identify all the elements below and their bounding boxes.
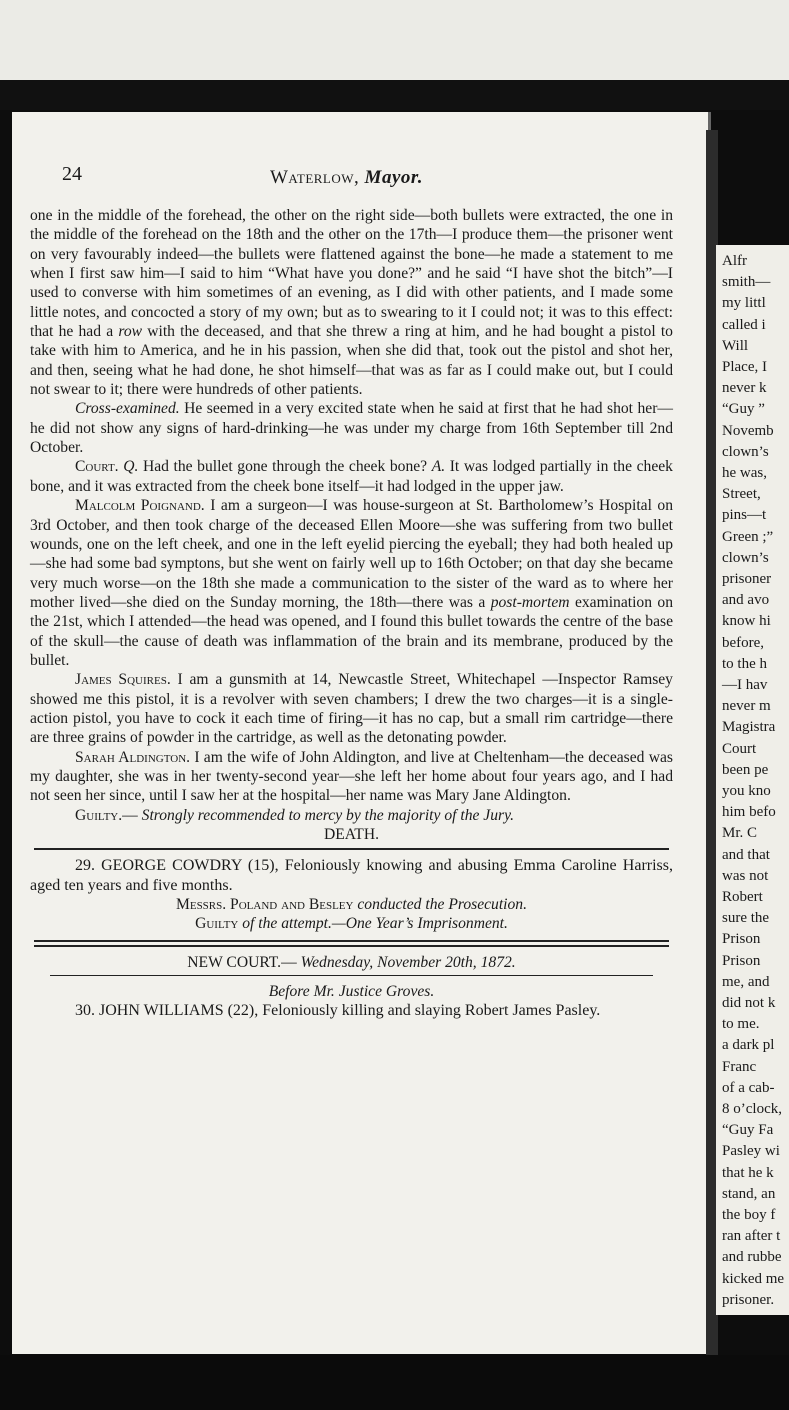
court-heading-rule [50,975,653,976]
court-heading: NEW COURT.— Wednesday, November 20th, 1872. [187,953,516,971]
scan-top-margin [0,0,789,80]
paragraph-cross-examined: Cross-examined. He seemed in a very excited state when he said at first that he had shot her—he did not show any signs of hard-drinking—he was under my charge from 16th September till 2nd October. [30,400,673,457]
speaker-label: Court. [75,458,119,476]
facing-page-line: and rubbe [722,1249,782,1266]
facing-page-line: “Guy Fa [722,1122,774,1139]
facing-page-line: pins—t [722,507,767,524]
facing-page-line: before, [722,634,765,651]
facing-page-line: Franc [722,1058,757,1075]
facing-page-line: Court [722,740,757,757]
facing-page-line: been pe [722,761,769,778]
facing-page-line: to the h [722,655,767,672]
facing-page-line: and that [722,846,770,863]
running-head-name: Waterlow, [270,167,360,188]
facing-page-line: called i [722,316,766,333]
facing-page-line: to me. [722,1016,760,1033]
facing-page-line: Magistra [722,719,776,736]
sentence: DEATH. [323,826,379,843]
facing-page-line: my littl [722,295,766,312]
case-29-heading: 29. GEORGE COWDRY (15), Feloniously knowing and abusing Emma Caroline Harriss, aged ten years and five months. [30,857,673,894]
speaker-label: Cross-examined. [75,400,180,418]
facing-page-line: Prison [722,931,761,948]
facing-page-line: prisoner. [722,1291,775,1308]
facing-page-line: know hi [722,613,771,630]
facing-page-line: he was, [722,465,767,481]
facing-page-line: —I hav [722,677,768,693]
facing-page-line: of a cab- [722,1079,775,1096]
scan-shadow-top [0,80,789,110]
facing-page-line: Mr. C [722,825,758,842]
facing-page-line: a dark pl [722,1037,775,1054]
court-divider [34,940,669,947]
facing-page-line: never k [722,380,767,397]
facing-page-line: Green ;” [722,528,774,545]
facing-page [716,245,789,1315]
facing-page-line: Will [722,337,749,354]
facing-page-line: and avo [722,592,770,609]
facing-page-line: clown’s [722,443,769,460]
facing-page-line: sure the [722,910,770,927]
speaker-label: Sarah Aldington. [75,748,191,766]
facing-page-line: Robert [722,889,763,905]
paragraph-squires: James Squires. I am a gunsmith at 14, Newcastle Street, Whitechapel —Inspector Ramsey showed me this pistol, it is a revolver with seven chambers; I drew the two charges—it is a single-action pistol, you have to cock it each time of firing—it has no cap, but a small rim cartridge—there are three grains of powder in the cartridge, as well as the detonating powder. [30,671,673,747]
scan-shadow-bottom [0,1355,789,1410]
facing-page-line: Pasley wi [722,1143,780,1160]
facing-page-line: 8 o’clock, [722,1101,782,1117]
verdict: Guilty.— Strongly recommended to mercy by the majority of the Jury. [75,806,515,824]
facing-page-line: “Guy ” [722,401,765,418]
facing-page-line: prisoner [722,571,772,587]
facing-page-line: did not k [722,995,776,1011]
facing-page-line: Place, I [722,359,767,375]
page-number: 24 [62,163,82,185]
facing-page-line: Novemb [722,422,774,439]
facing-page-line: clown’s [722,549,769,566]
speaker-label: James Squires. [75,671,171,689]
case-30-heading: 30. JOHN WILLIAMS (22), Feloniously killing and slaying Robert James Pasley. [75,1002,601,1020]
facing-page-line: him befo [722,804,776,821]
facing-page-line: you kno [722,783,771,799]
page-text [30,206,673,1021]
facing-page-line: Prison [722,952,761,969]
speaker-label: Malcolm Poignand. [75,497,205,515]
facing-page-line: was not [722,867,769,884]
facing-page-line: kicked me [722,1270,785,1287]
facing-page-line: smith— [722,274,771,291]
facing-page-line: the boy f [722,1207,776,1223]
facing-page-line: Alfr [722,253,747,269]
section-rule [34,848,669,850]
paragraph-poignand: Malcolm Poignand. I am a surgeon—I was house-surgeon at St. Bartholomew’s Hospital on 3rd October, and then took charge of the deceased Ellen Moore—she was suffering from two bullet wounds, one on the left cheek, and one in the left eyelid piercing the eyeball; they had both healed up—she had some bad symptons, but she went on fairly well up to 16th October; on that day she became very much worse—on the 18th she made a communication to the sister of the ward as to where her mother lived—she died on the Sunday morning, the 18th—there was a post-mortem examination on the 21st, which I attended—the head was opened, and I found this bullet towards the centre of the base of the skull—the cause of death was inflammation of the brain and its membrane, produced by the bullet. [30,497,673,669]
running-head [270,167,423,189]
paragraph-continuation: one in the middle of the forehead, the other on the right side—both bullets were extracted, the one in the middle of the forehead on the 18th and the other on the 17th—I produce them—the prisoner went on very favourably indeed—the bullets were flattened against the bone—he made a statement to me when I first saw him—I said to him “What have you done?” and he said “I have shot the bitch”—I used to converse with him sometimes of an evening, as I did with other patients, and I made some little notes, and concocted a story of my own; but as to swearing to it I could not; it was to this effect: that he had a row with the deceased, and that she threw a ring at him, and he had bought a pistol to take with him to America, and he in his passion, when she did that, took out the pistol and shot her, and then, seeing what he had done, he shot himself—that was as far as I could make out, but I could not swear to it; there were hundreds of other patients. [30,207,673,399]
facing-page-line: me, and [722,973,770,990]
paragraph-aldington: Sarah Aldington. I am the wife of John Aldington, and live at Cheltenham—the deceased was my daughter, she was in her twenty-second year—she left her home about four years ago, and I had not seen her since, until I saw her at the hospital—her name was Mary Jane Aldington. [30,748,673,805]
facing-page-line: Street, [722,486,761,503]
facing-page-line: ran after t [722,1228,781,1245]
paragraph-court: Court. Q. Had the bullet gone through the cheek bone? A. It was lodged partially in the cheek bone, and it was extracted from the cheek bone itself—it had lodged in the upper jaw. [30,458,673,495]
facing-page-line: that he k [722,1164,774,1181]
facing-page-line: stand, an [722,1185,776,1202]
facing-page-line: never m [722,698,771,715]
running-head-title: Mayor. [364,167,423,188]
case-29-verdict: Guilty of the attempt.—One Year’s Imprisonment. [195,915,508,933]
judge-line: Before Mr. Justice Groves. [268,983,435,1001]
case-29-counsel: Messrs. Poland and Besley conducted the Prosecution. [175,896,527,914]
